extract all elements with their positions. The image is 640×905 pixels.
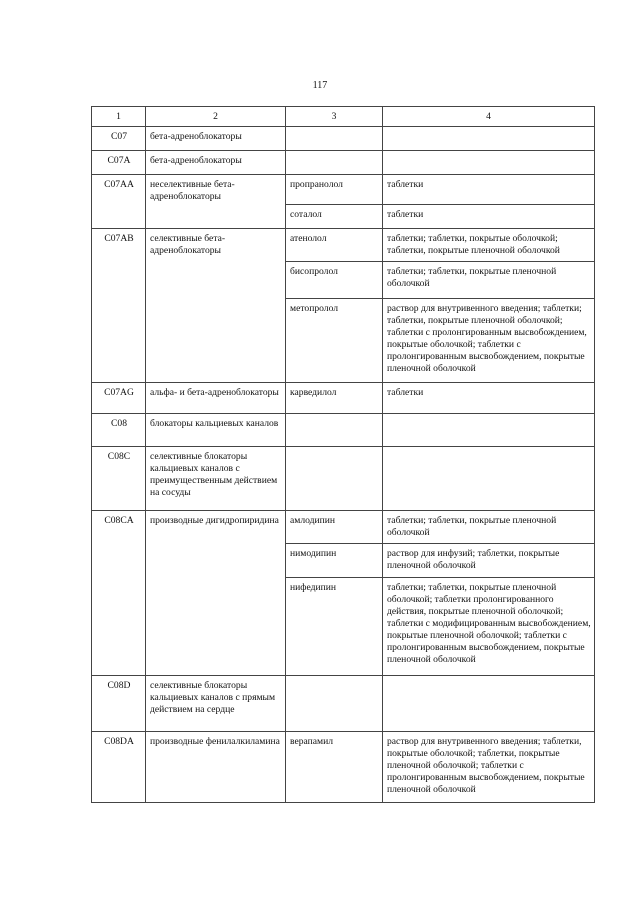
group-name-cell: селективные бета-адреноблокаторы: [146, 229, 286, 383]
drug-name-cell: амлодипин: [286, 511, 383, 544]
group-name-cell: бета-адреноблокаторы: [146, 151, 286, 175]
dosage-forms-cell: [383, 151, 595, 175]
table-row: [92, 414, 595, 447]
column-header: 2: [146, 107, 286, 127]
drug-classification-table: [91, 106, 595, 803]
drug-name-cell: соталол: [286, 205, 383, 229]
atc-code-cell: C08CA: [92, 511, 146, 676]
drug-name-cell: карведилол: [286, 383, 383, 414]
drug-name-cell: нифедипин: [286, 578, 383, 676]
drug-name-cell: верапамил: [286, 732, 383, 803]
table-row: [92, 229, 595, 262]
group-name-cell: неселективные бета-адреноблокаторы: [146, 175, 286, 229]
dosage-forms-cell: таблетки; таблетки, покрытые пленочной оболочкой: [383, 262, 595, 299]
table-row: [92, 383, 595, 414]
table-row: [92, 151, 595, 175]
atc-code-cell: C08: [92, 414, 146, 447]
table-row: [92, 511, 595, 544]
drug-name-cell: атенолол: [286, 229, 383, 262]
drug-name-cell: пропранолол: [286, 175, 383, 205]
table-header-row: [92, 107, 595, 127]
atc-code-cell: C07AA: [92, 175, 146, 229]
group-name-cell: селективные блокаторы кальциевых каналов с прямым действием на сердце: [146, 676, 286, 732]
atc-code-cell: C07: [92, 127, 146, 151]
drug-name-cell: [286, 414, 383, 447]
drug-name-cell: [286, 151, 383, 175]
dosage-forms-cell: [383, 414, 595, 447]
dosage-forms-cell: таблетки; таблетки, покрытые пленочной оболочкой; таблетки пролонгированного действия, покрытые пленочной оболочкой; таблетки с модифицированным высвобождением, покрытые пленочной оболочкой; таблетки с пролонгированным высвобождением, покрытые пленочной оболочкой: [383, 578, 595, 676]
table-row: [92, 447, 595, 511]
table-row: [92, 127, 595, 151]
group-name-cell: блокаторы кальциевых каналов: [146, 414, 286, 447]
table-row: [92, 732, 595, 803]
atc-code-cell: C07AG: [92, 383, 146, 414]
dosage-forms-cell: раствор для внутривенного введения; таблетки, покрытые оболочкой; таблетки, покрытые пленочной оболочкой; таблетки с пролонгированным высвобождением, покрытые пленочной оболочкой: [383, 732, 595, 803]
dosage-forms-cell: таблетки: [383, 383, 595, 414]
dosage-forms-cell: [383, 447, 595, 511]
drug-name-cell: [286, 676, 383, 732]
dosage-forms-cell: раствор для внутривенного введения; таблетки; таблетки, покрытые пленочной оболочкой; таблетки с пролонгированным высвобождением, покрытые оболочкой; таблетки с пролонгированным высвобождением, покрытые пленочной оболочкой: [383, 299, 595, 383]
group-name-cell: бета-адреноблокаторы: [146, 127, 286, 151]
atc-code-cell: C08C: [92, 447, 146, 511]
drug-name-cell: [286, 127, 383, 151]
atc-code-cell: C07AB: [92, 229, 146, 383]
dosage-forms-cell: [383, 127, 595, 151]
dosage-forms-cell: таблетки: [383, 205, 595, 229]
atc-code-cell: C08D: [92, 676, 146, 732]
column-header: 3: [286, 107, 383, 127]
drug-name-cell: [286, 447, 383, 511]
drug-name-cell: нимодипин: [286, 544, 383, 578]
dosage-forms-cell: таблетки; таблетки, покрытые оболочкой; таблетки, покрытые пленочной оболочкой: [383, 229, 595, 262]
page-number: 117: [312, 80, 328, 91]
atc-code-cell: C08DA: [92, 732, 146, 803]
group-name-cell: производные дигидропиридина: [146, 511, 286, 676]
dosage-forms-cell: [383, 676, 595, 732]
dosage-forms-cell: раствор для инфузий; таблетки, покрытые пленочной оболочкой: [383, 544, 595, 578]
atc-code-cell: C07A: [92, 151, 146, 175]
dosage-forms-cell: таблетки; таблетки, покрытые пленочной оболочкой: [383, 511, 595, 544]
dosage-forms-cell: таблетки: [383, 175, 595, 205]
table-row: [92, 676, 595, 732]
column-header: 1: [92, 107, 146, 127]
drug-name-cell: бисопролол: [286, 262, 383, 299]
group-name-cell: селективные блокаторы кальциевых каналов с преимущественным действием на сосуды: [146, 447, 286, 511]
table-body: [92, 127, 595, 803]
column-header: 4: [383, 107, 595, 127]
table-row: [92, 175, 595, 205]
drug-name-cell: метопролол: [286, 299, 383, 383]
group-name-cell: альфа- и бета-адреноблокаторы: [146, 383, 286, 414]
group-name-cell: производные фенилалкиламина: [146, 732, 286, 803]
